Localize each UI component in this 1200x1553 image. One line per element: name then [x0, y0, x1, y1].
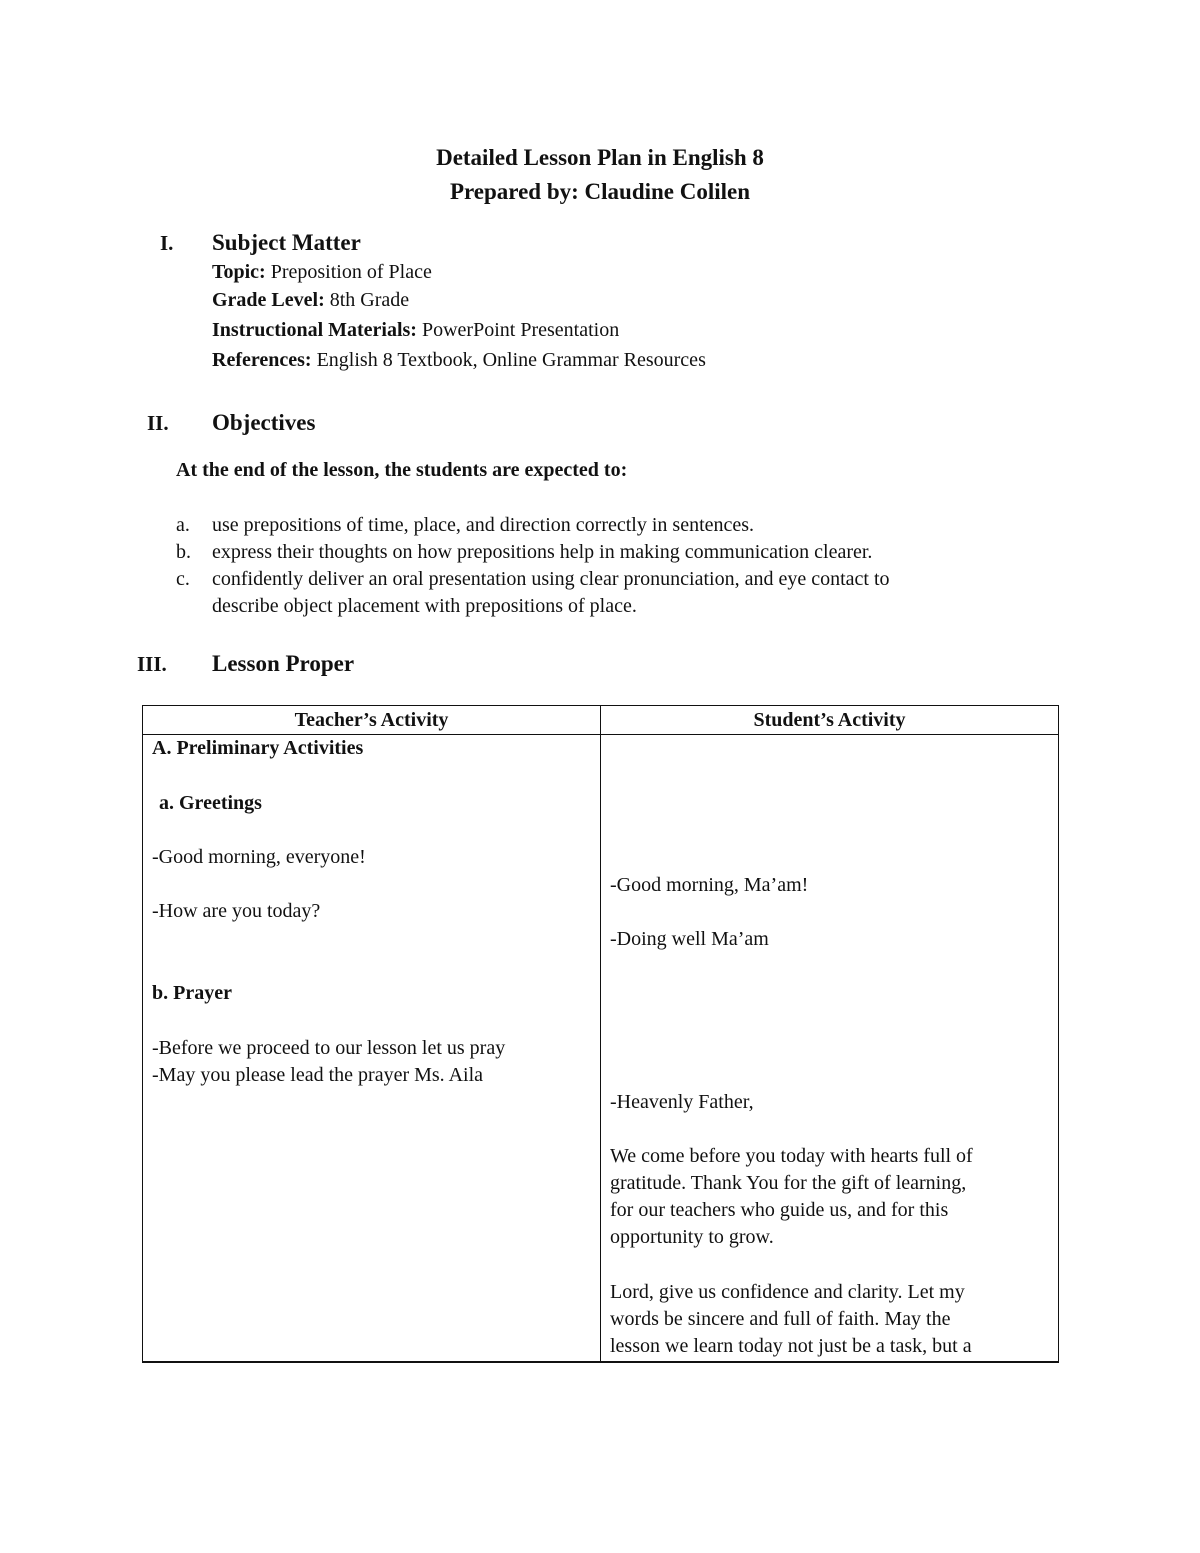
grade-value: 8th Grade — [324, 289, 410, 311]
student-para1-line2: gratitude. Thank You for the gift of learning, — [610, 1172, 967, 1194]
grade-line — [212, 289, 409, 312]
student-reply-2: -Doing well Ma’am — [610, 928, 769, 950]
section-1-heading: Subject Matter — [212, 230, 361, 255]
student-para1-line4: opportunity to grow. — [610, 1226, 774, 1248]
topic-line — [212, 261, 432, 284]
teacher-greet-2: -How are you today? — [152, 900, 321, 922]
section-3-numeral: III. — [137, 652, 167, 676]
student-reply-1: -Good morning, Ma’am! — [610, 874, 809, 896]
table-header-row — [143, 706, 1059, 735]
materials-line — [212, 319, 619, 342]
objective-c-marker: c. — [176, 568, 190, 590]
student-para1-line1: We come before you today with hearts full of — [610, 1145, 973, 1167]
preliminary-activities: A. Preliminary Activities — [152, 737, 364, 759]
prepared-by: Prepared by: Claudine Colilen — [449, 179, 751, 204]
topic-value: Preposition of Place — [265, 261, 432, 283]
teacher-activity-cell — [143, 735, 601, 1363]
grade-label: Grade Level: — [212, 289, 325, 311]
objective-b-text: express their thoughts on how prepositions help in making communication clearer. — [212, 541, 873, 563]
greetings-heading: a. Greetings — [159, 792, 262, 814]
materials-label: Instructional Materials: — [212, 319, 417, 341]
student-heavenly: -Heavenly Father, — [610, 1091, 754, 1113]
references-line — [212, 349, 706, 372]
teacher-greet-1: -Good morning, everyone! — [152, 846, 366, 868]
prayer-heading: b. Prayer — [152, 982, 232, 1004]
teacher-prayer-2: -May you please lead the prayer Ms. Aila — [152, 1064, 484, 1086]
student-para1-line3: for our teachers who guide us, and for this — [610, 1199, 949, 1221]
student-para2-line1: Lord, give us confidence and clarity. Let my — [610, 1281, 965, 1303]
table-row — [143, 735, 1059, 1363]
teacher-activity-header: Teacher’s Activity — [143, 706, 601, 735]
section-1-numeral: I. — [160, 231, 174, 255]
objective-c-text-line1: confidently deliver an oral presentation using clear pronunciation, and eye contact to — [212, 568, 890, 590]
teacher-prayer-1: -Before we proceed to our lesson let us pray — [152, 1037, 506, 1059]
topic-label: Topic: — [212, 261, 266, 283]
student-activity-cell — [601, 735, 1059, 1363]
objective-a-marker: a. — [176, 514, 190, 536]
section-2-numeral: II. — [147, 411, 169, 435]
references-label: References: — [212, 349, 312, 371]
lesson-table — [142, 705, 1059, 1363]
student-para2-line2: words be sincere and full of faith. May the — [610, 1308, 951, 1330]
objective-c-text-line2: describe object placement with prepositions of place. — [212, 595, 637, 617]
section-3-heading: Lesson Proper — [212, 651, 355, 676]
document-title: Detailed Lesson Plan in English 8 — [436, 145, 764, 170]
student-para2-line3: lesson we learn today not just be a task, but a — [610, 1335, 972, 1357]
materials-value: PowerPoint Presentation — [416, 319, 620, 341]
objective-a-text: use prepositions of time, place, and direction correctly in sentences. — [212, 514, 755, 536]
student-activity-header: Student’s Activity — [601, 706, 1059, 735]
objective-b-marker: b. — [176, 541, 191, 563]
section-2-heading: Objectives — [212, 410, 316, 435]
objectives-intro: At the end of the lesson, the students are expected to: — [176, 459, 628, 481]
references-value: English 8 Textbook, Online Grammar Resources — [311, 349, 706, 371]
